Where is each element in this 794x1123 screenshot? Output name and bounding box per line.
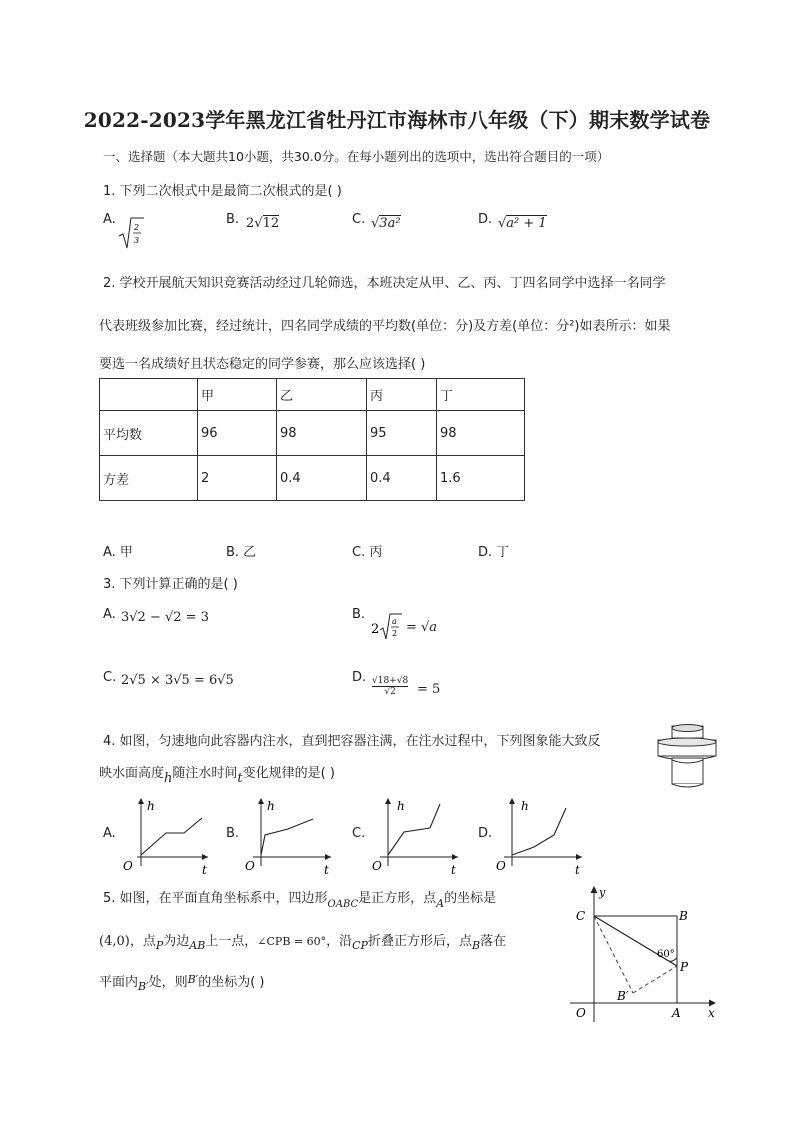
table-header-cell xyxy=(100,379,198,411)
q5-point-b: B xyxy=(471,939,481,952)
graph-b-axis-t: t xyxy=(324,863,329,876)
var-t: t xyxy=(237,771,243,786)
q3-option-a-expr: 3√2 − √2 = 3 xyxy=(121,610,209,625)
fig-label-x: x xyxy=(708,1006,715,1020)
q5-angle: ∠CPB = 60° xyxy=(257,935,327,948)
q5-line1-c: 的坐标是 xyxy=(444,891,497,906)
graph-b-axis-h: h xyxy=(267,799,275,813)
q3-option-c xyxy=(103,670,234,688)
table-header-cell: 丙 xyxy=(367,379,437,411)
q2-line2: 代表班级参加比赛，经过统计，四名同学成绩的平均数(单位：分)及方差(单位：分²)如表所示：如果 xyxy=(99,319,671,334)
q3-option-d-label: D. xyxy=(352,670,367,685)
q2-option-d: D. 丁 xyxy=(478,545,510,560)
table-cell: 2 xyxy=(198,456,277,501)
graph-b-origin: O xyxy=(245,859,255,873)
q1-option-c xyxy=(352,212,401,231)
q5-line3-b: 处，则 xyxy=(148,975,188,990)
radical-sign: √ xyxy=(371,216,380,231)
q5-line2-a: (4,0)，点 xyxy=(99,934,156,949)
q1-option-d-label: D. xyxy=(478,212,493,227)
q3-option-a xyxy=(103,607,209,625)
q5-seg-cp: CP xyxy=(352,939,368,952)
graph-c-axis-h: h xyxy=(397,799,405,813)
q4-line2-a: 映水面高度 xyxy=(99,766,165,781)
table-header-row xyxy=(100,379,525,411)
graph-d-origin: O xyxy=(496,859,506,873)
q1-option-c-radicand: 3a² xyxy=(379,216,401,231)
fig-label-b: B xyxy=(679,909,688,923)
q4-line2 xyxy=(99,762,335,786)
q1-option-b-label: B. xyxy=(226,212,240,227)
q5-line3 xyxy=(99,971,265,993)
table-cell: 95 xyxy=(367,411,437,456)
q5-line2-c: 上一点， xyxy=(205,934,258,949)
q4-graph-a xyxy=(120,796,210,876)
q3-option-b xyxy=(352,607,438,638)
table-cell: 96 xyxy=(198,411,277,456)
table-cell: 平均数 xyxy=(100,411,198,456)
q4-graph-b xyxy=(243,796,333,876)
table-cell: 0.4 xyxy=(367,456,437,501)
svg-text:3: 3 xyxy=(134,236,140,245)
q5-line3-a: 平面内 xyxy=(99,975,139,990)
q3-stem: 3. 下列计算正确的是( ) xyxy=(103,577,238,592)
graph-a-origin: O xyxy=(123,859,133,873)
fig-label-a: A xyxy=(672,1006,681,1020)
q4-line2-b: 随注水时间 xyxy=(172,766,238,781)
table-cell: 0.4 xyxy=(277,456,367,501)
q1-option-b-radicand: 12 xyxy=(262,216,280,231)
q3-option-b-radical xyxy=(370,613,404,641)
var-h: h xyxy=(164,771,173,786)
fig-label-y: y xyxy=(599,886,606,899)
fig-label-b-prime: B′ xyxy=(617,989,629,1003)
q2-option-a: A. 甲 xyxy=(103,545,133,560)
q5-line2-b: 为边 xyxy=(163,934,190,949)
q4-graph-d xyxy=(494,796,584,876)
fig-label-p: P xyxy=(680,960,689,974)
table-row xyxy=(100,411,525,456)
q3-option-a-label: A. xyxy=(103,607,116,622)
table-cell: 1.6 xyxy=(437,456,525,501)
q2-line1: 2. 学校开展航天知识竞赛活动经过几轮筛选，本班决定从甲、乙、丙、丁四名同学中选择一名同学 xyxy=(103,276,666,291)
q4-line1: 4. 如图，匀速地向此容器内注水，直到把容器注满，在注水过程中，下列图象能大致反 xyxy=(103,734,601,749)
q5-line1-b: 是正方形，点 xyxy=(358,891,437,906)
q1-option-c-label: C. xyxy=(352,212,366,227)
table-cell: 方差 xyxy=(100,456,198,501)
graph-c-origin: O xyxy=(372,859,382,873)
q4-line2-c: 变化规律的是( ) xyxy=(242,766,335,781)
q5-line2 xyxy=(99,930,507,952)
q3-option-c-label: C. xyxy=(103,670,117,685)
q5-line2-e: 折叠正方形后，点 xyxy=(367,934,472,949)
q5-seg-ab: AB xyxy=(189,939,206,952)
q2-option-c: C. 丙 xyxy=(352,545,383,560)
q4-graph-label-d: D. xyxy=(478,826,493,841)
svg-text:2: 2 xyxy=(392,629,398,638)
score-table xyxy=(99,378,525,501)
q4-graph-label-b: B. xyxy=(226,826,240,841)
table-header-cell: 丁 xyxy=(437,379,525,411)
q4-graph-label-c: C. xyxy=(352,826,366,841)
page-title: 2022-2023学年黑龙江省牡丹江市海林市八年级（下）期末数学试卷 xyxy=(83,108,711,132)
q5-point-b-prime-2: B′ xyxy=(187,973,199,986)
q1-option-d-radicand: a² + 1 xyxy=(506,216,547,231)
container-figure xyxy=(656,724,720,790)
q3-option-d xyxy=(352,670,441,697)
q5-point-p: P xyxy=(155,939,164,952)
q5-figure xyxy=(566,884,726,1024)
q3-option-d-denominator: √2 xyxy=(384,687,396,697)
graph-d-axis-h: h xyxy=(521,799,529,813)
q5-point-b-prime: B′ xyxy=(138,980,149,993)
q2-option-b: B. 乙 xyxy=(226,545,257,560)
table-header-cell: 乙 xyxy=(277,379,367,411)
q5-line2-f: 落在 xyxy=(480,934,507,949)
q5-line2-d: ，沿 xyxy=(326,934,353,949)
svg-text:2: 2 xyxy=(134,223,140,232)
radical-sign: √ xyxy=(254,216,263,231)
q1-option-a xyxy=(103,212,140,245)
q3-option-b-label: B. xyxy=(352,607,366,622)
q5-line1 xyxy=(103,887,497,910)
q2-line3: 要选一名成绩好且状态稳定的同学参赛，那么应该选择( ) xyxy=(99,357,426,372)
q3-option-b-expr: = √a xyxy=(406,620,438,635)
q1-option-a-label: A. xyxy=(103,212,116,227)
table-cell: 98 xyxy=(437,411,525,456)
q5-oabc: OABC xyxy=(327,899,359,910)
svg-text:2: 2 xyxy=(371,622,380,637)
graph-c-axis-t: t xyxy=(451,863,456,876)
radical-sign: √ xyxy=(498,216,507,231)
svg-text:a: a xyxy=(392,617,397,626)
fig-label-c: C xyxy=(576,909,586,923)
q1-stem: 1. 下列二次根式中是最简二次根式的是( ) xyxy=(103,184,342,199)
q3-option-d-rhs: = 5 xyxy=(417,682,441,697)
q3-option-c-expr: 2√5 × 3√5 = 6√5 xyxy=(121,673,234,688)
q1-option-b xyxy=(226,212,280,231)
q1-option-b-coef: 2 xyxy=(246,216,255,231)
table-row xyxy=(100,456,525,501)
graph-a-axis-t: t xyxy=(202,863,207,876)
q1-option-a-formula xyxy=(117,216,145,252)
fig-label-o: O xyxy=(576,1006,586,1020)
graph-a-axis-h: h xyxy=(147,799,155,813)
fig-label-angle: 60° xyxy=(657,949,675,960)
q5-line1-a: 5. 如图，在平面直角坐标系中，四边形 xyxy=(103,891,328,906)
section-heading: 一、选择题（本大题共10小题，共30.0分。在每小题列出的选项中，选出符合题目的一项） xyxy=(103,149,610,164)
q5-point-a: A xyxy=(436,897,445,910)
q4-graph-c xyxy=(370,796,460,876)
q1-option-d xyxy=(478,212,547,231)
table-cell: 98 xyxy=(277,411,367,456)
graph-d-axis-t: t xyxy=(575,863,580,876)
q5-line3-c: 的坐标为( ) xyxy=(198,975,265,990)
q3-option-d-numerator: √18+√8 xyxy=(372,676,409,686)
q4-graph-label-a: A. xyxy=(103,826,116,841)
table-header-cell: 甲 xyxy=(198,379,277,411)
